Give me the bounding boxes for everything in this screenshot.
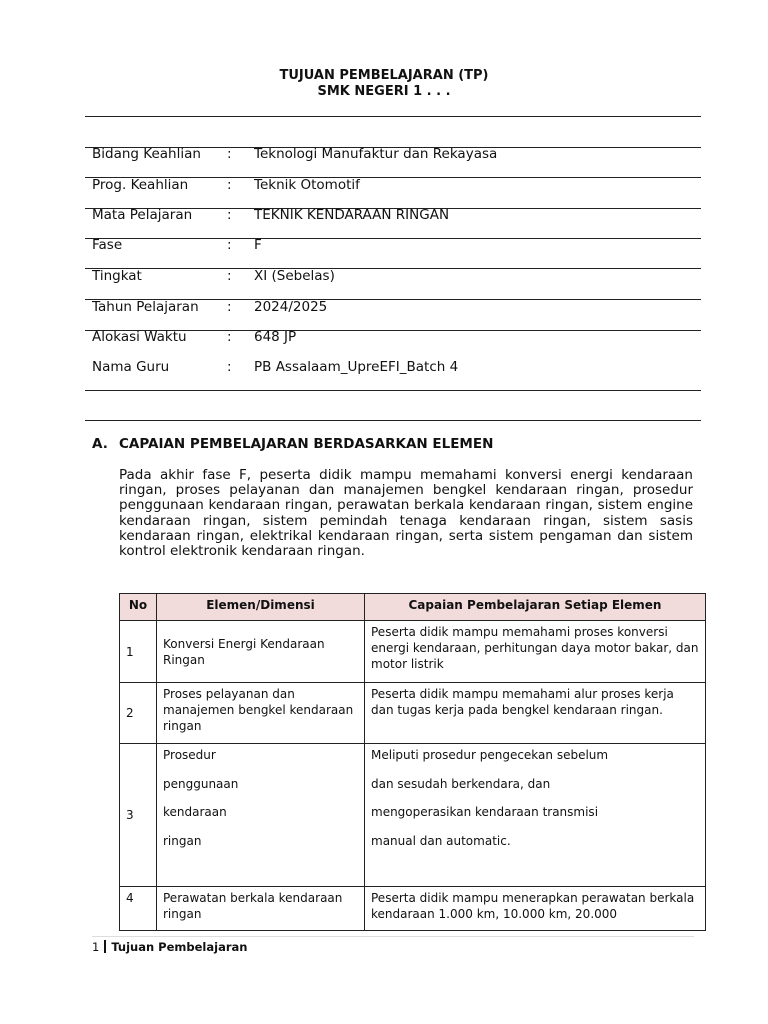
divider	[85, 116, 701, 117]
info-colon: :	[227, 146, 232, 162]
footer-divider	[92, 936, 694, 937]
cell-line: kendaraan	[163, 805, 227, 819]
info-colon: :	[227, 268, 232, 284]
cell-element	[157, 744, 365, 887]
info-label: Prog. Keahlian	[92, 177, 189, 193]
table-header-row	[120, 594, 706, 621]
info-value: Teknik Otomotif	[254, 177, 360, 193]
cell-no: 3	[120, 744, 157, 887]
divider	[85, 238, 701, 239]
page-number: 1	[92, 940, 100, 954]
divider	[85, 268, 701, 269]
cell-cp: Peserta didik mampu menerapkan perawatan berkala kendaraan 1.000 km, 10.000 km, 20.000	[365, 887, 706, 931]
section-letter: A.	[92, 436, 108, 452]
info-value: PB Assalaam_UpreEFI_Batch 4	[254, 359, 459, 375]
header-no: No	[120, 594, 157, 621]
page-footer	[92, 940, 247, 954]
cell-line: ringan	[163, 833, 202, 848]
cell-line: dan sesudah berkendara, dan	[371, 776, 551, 791]
info-colon: :	[227, 177, 232, 193]
cell-element: Proses pelayanan dan manajemen bengkel kendaraan ringan	[157, 683, 365, 744]
cell-line: Prosedur	[163, 748, 216, 762]
cell-cp: Peserta didik mampu memahami alur proses kerja dan tugas kerja pada bengkel kendaraan ringan.	[365, 683, 706, 744]
cell-element: Konversi Energi Kendaraan Ringan	[157, 621, 365, 683]
info-colon: :	[227, 207, 232, 223]
divider	[85, 390, 701, 391]
info-label: Tingkat	[92, 268, 142, 284]
info-value: XI (Sebelas)	[254, 268, 335, 284]
info-colon: :	[227, 359, 232, 375]
cp-table	[119, 593, 706, 931]
divider	[85, 420, 701, 421]
school-name: SMK NEGERI 1 . . .	[317, 84, 451, 99]
cell-no: 2	[120, 683, 157, 744]
info-colon: :	[227, 237, 232, 253]
cell-line: penggunaan	[163, 776, 239, 791]
cell-cp	[365, 744, 706, 887]
table-row	[120, 683, 706, 744]
info-label: Fase	[92, 237, 123, 253]
info-colon: :	[227, 329, 232, 345]
info-colon: :	[227, 299, 232, 315]
cell-no: 4	[120, 887, 157, 931]
info-value: 648 JP	[254, 329, 297, 345]
cell-line: Meliputi prosedur pengecekan sebelum	[371, 748, 609, 762]
table-row	[120, 887, 706, 931]
info-value: 2024/2025	[254, 299, 328, 315]
cell-no: 1	[120, 621, 157, 683]
section-title: CAPAIAN PEMBELAJARAN BERDASARKAN ELEMEN	[119, 436, 494, 452]
cell-line: mengoperasikan kendaraan transmisi	[371, 805, 599, 819]
table-row	[120, 621, 706, 683]
footer-separator	[104, 940, 106, 953]
info-label: Tahun Pelajaran	[92, 299, 199, 315]
info-value: TEKNIK KENDARAAN RINGAN	[254, 207, 450, 223]
table-row	[120, 744, 706, 887]
info-label: Bidang Keahlian	[92, 146, 201, 162]
info-label: Alokasi Waktu	[92, 329, 187, 345]
cell-cp: Peserta didik mampu memahami proses konversi energi kendaraan, perhitungan daya motor bakar, dan motor listrik	[365, 621, 706, 683]
info-value: F	[254, 237, 262, 253]
header-element: Elemen/Dimensi	[157, 594, 365, 621]
info-label: Nama Guru	[92, 359, 170, 375]
info-label: Mata Pelajaran	[92, 207, 193, 223]
cell-element: Perawatan berkala kendaraan ringan	[157, 887, 365, 931]
section-paragraph: Pada akhir fase F, peserta didik mampu memahami konversi energi kendaraan ringan, proses pelayanan dan manajemen bengkel kendaraan ringan, prosedur penggunaan kendaraan ringan, perawatan berkala kendaraan ringan, sistem engine kendaraan ringan, sistem pemindah tenaga kendaraan ringan, sistem sasis kendaraan ringan, elektrikal kendaraan ringan, serta sistem pengaman dan sistem kontrol elektronik kendaraan ringan.	[119, 467, 693, 560]
cell-line: manual dan automatic.	[371, 833, 511, 848]
header-cp: Capaian Pembelajaran Setiap Elemen	[365, 594, 706, 621]
info-value: Teknologi Manufaktur dan Rekayasa	[254, 146, 498, 162]
footer-title: Tujuan Pembelajaran	[111, 940, 248, 954]
document-title: TUJUAN PEMBELAJARAN (TP)	[279, 68, 489, 83]
